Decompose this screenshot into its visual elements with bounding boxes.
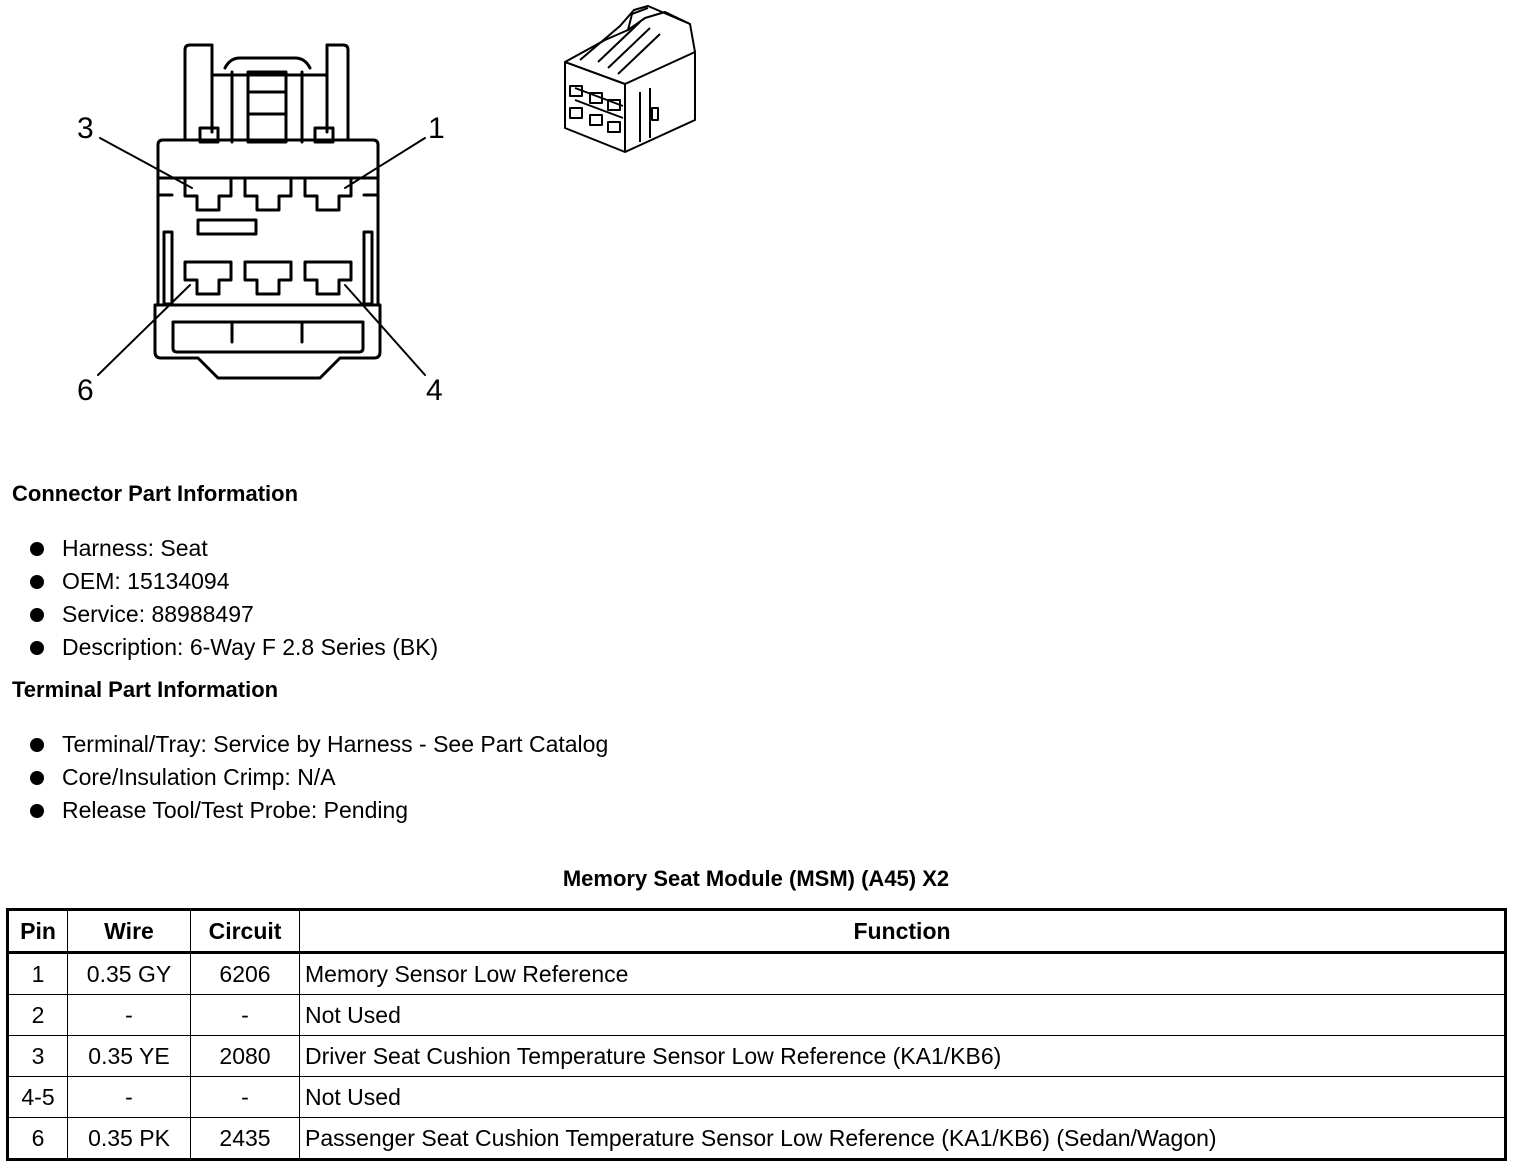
cell-wire: - — [68, 1077, 191, 1118]
list-item: Core/Insulation Crimp: N/A — [30, 761, 608, 794]
iso-side-face — [625, 52, 695, 152]
cavity-6 — [185, 262, 231, 294]
terminal-info-list — [30, 728, 608, 827]
bullet-icon — [30, 804, 44, 818]
list-item: Terminal/Tray: Service by Harness - See Part Catalog — [30, 728, 608, 761]
table-header-row — [8, 910, 1506, 953]
connector-info-list — [30, 532, 438, 664]
callout-1: 1 — [428, 112, 445, 145]
connector-skirt — [155, 305, 380, 378]
cavity-4 — [305, 262, 351, 294]
bullet-icon — [30, 575, 44, 589]
cell-function: Memory Sensor Low Reference — [300, 953, 1506, 995]
header-function: Function — [300, 910, 1506, 953]
terminal-info-title: Terminal Part Information — [12, 677, 279, 702]
bullet-icon — [30, 641, 44, 655]
list-item: Release Tool/Test Probe: Pending — [30, 794, 608, 827]
cell-function: Passenger Seat Cushion Temperature Sensor Low Reference (KA1/KB6) (Sedan/Wagon) — [300, 1118, 1506, 1160]
cell-pin: 2 — [8, 995, 68, 1036]
connector-face-view — [60, 30, 460, 410]
header-wire: Wire — [68, 910, 191, 953]
table-row — [8, 1118, 1506, 1160]
cell-circuit: 6206 — [191, 953, 300, 995]
cavity-row-top — [185, 178, 351, 210]
header-circuit: Circuit — [191, 910, 300, 953]
table-row — [8, 953, 1506, 995]
cell-circuit: 2435 — [191, 1118, 300, 1160]
header-pin: Pin — [8, 910, 68, 953]
cavity-2 — [245, 178, 291, 210]
pinout-table — [6, 908, 1507, 1161]
list-item: Service: 88988497 — [30, 598, 438, 631]
bullet-icon — [30, 771, 44, 785]
cell-wire: - — [68, 995, 191, 1036]
table-row — [8, 1077, 1506, 1118]
cell-pin: 6 — [8, 1118, 68, 1160]
cell-function: Driver Seat Cushion Temperature Sensor Low Reference (KA1/KB6) — [300, 1036, 1506, 1077]
bullet-icon — [30, 738, 44, 752]
callout-4: 4 — [426, 374, 443, 407]
table-row — [8, 995, 1506, 1036]
table-title: Memory Seat Module (MSM) (A45) X2 — [562, 866, 950, 891]
leader-3 — [100, 138, 192, 188]
cavity-1 — [305, 178, 351, 210]
cell-pin: 4-5 — [8, 1077, 68, 1118]
callout-6: 6 — [77, 374, 94, 407]
cell-circuit: 2080 — [191, 1036, 300, 1077]
cell-wire: 0.35 GY — [68, 953, 191, 995]
latch-window — [248, 72, 286, 142]
cell-wire: 0.35 PK — [68, 1118, 191, 1160]
cell-pin: 1 — [8, 953, 68, 995]
table-row — [8, 1036, 1506, 1077]
leader-1 — [345, 138, 425, 188]
cavity-5 — [245, 262, 291, 294]
bullet-icon — [30, 608, 44, 622]
leader-6 — [98, 285, 190, 375]
callout-3: 3 — [77, 112, 94, 145]
cavity-row-bottom — [185, 262, 351, 294]
cell-circuit: - — [191, 995, 300, 1036]
iso-cavities — [570, 86, 620, 132]
cell-pin: 3 — [8, 1036, 68, 1077]
cavity-3 — [185, 178, 231, 210]
cell-wire: 0.35 YE — [68, 1036, 191, 1077]
cell-function: Not Used — [300, 1077, 1506, 1118]
cell-function: Not Used — [300, 995, 1506, 1036]
connector-isometric-view — [555, 2, 705, 160]
connector-info-title: Connector Part Information — [12, 481, 299, 506]
list-item: OEM: 15134094 — [30, 565, 438, 598]
list-item: Description: 6-Way F 2.8 Series (BK) — [30, 631, 438, 664]
key-slot — [198, 220, 256, 234]
leader-4 — [345, 285, 425, 375]
list-item: Harness: Seat — [30, 532, 438, 565]
cell-circuit: - — [191, 1077, 300, 1118]
bullet-icon — [30, 542, 44, 556]
